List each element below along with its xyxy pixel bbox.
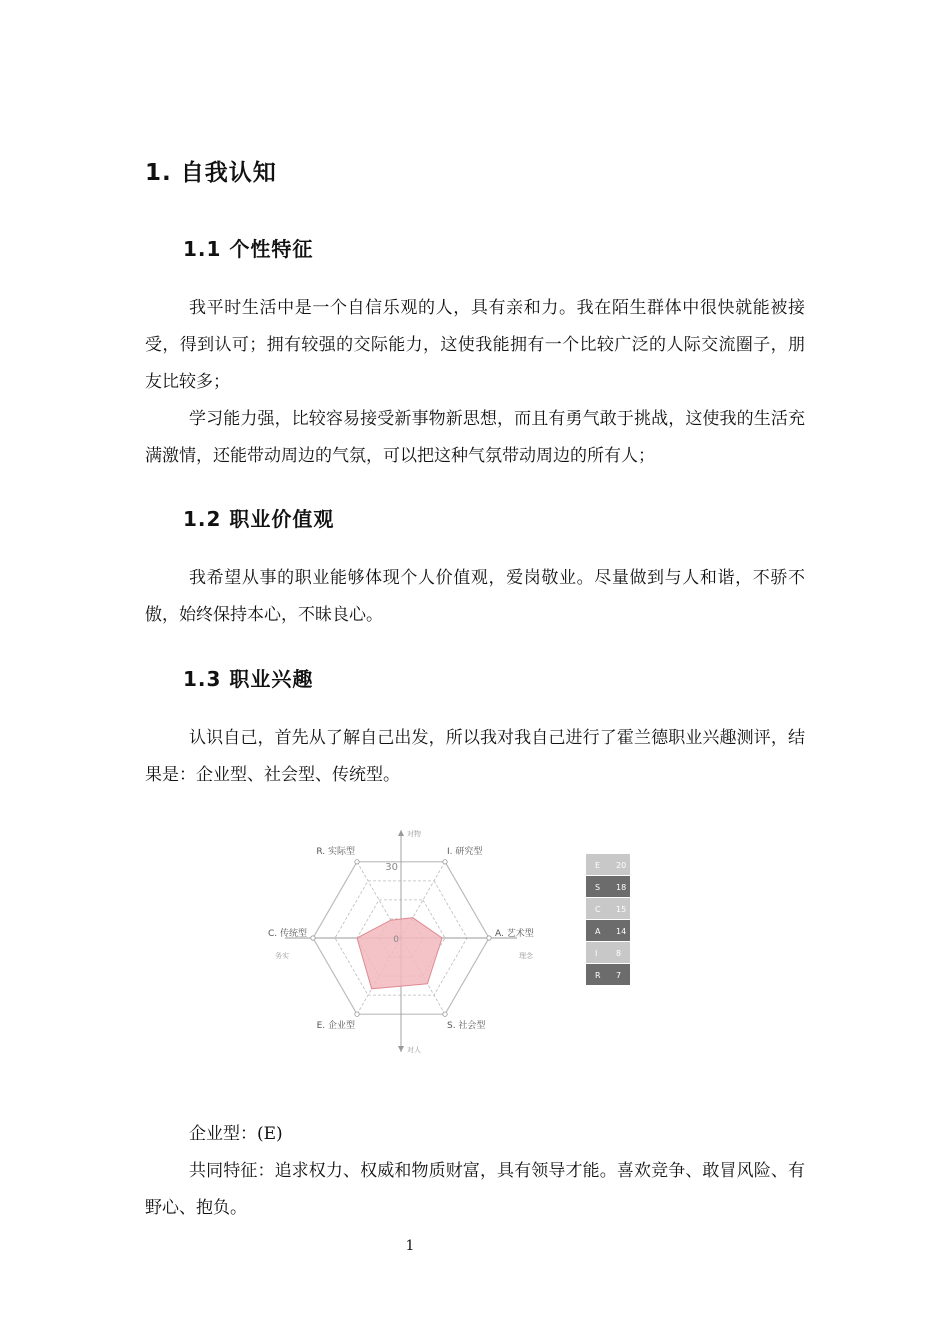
legend-box <box>586 942 630 963</box>
radar-vertex-dot <box>311 936 315 940</box>
radar-data-area <box>357 918 442 989</box>
legend-code: A <box>595 927 601 936</box>
heading-personality: 1.1 个性特征 <box>183 237 314 261</box>
legend-code: C <box>595 905 601 914</box>
axis-end-label-right: 理念 <box>519 952 533 960</box>
legend-score: 20 <box>616 861 627 870</box>
enterprise-type-line: 企业型：(E) <box>189 1124 283 1144</box>
legend-code: R <box>595 971 601 980</box>
legend-score: 15 <box>616 905 627 914</box>
axis-end-label-top: 对物 <box>407 830 421 838</box>
heading-self-awareness: 1. 自我认知 <box>145 160 277 186</box>
legend-code: S <box>595 883 601 892</box>
legend-score: 14 <box>616 927 627 936</box>
radar-axis-label: R. 实际型 <box>316 846 355 857</box>
axis-arrow-bottom <box>398 1046 404 1052</box>
radar-vertex-dot <box>443 860 447 864</box>
axis-end-label-left: 务实 <box>275 952 289 960</box>
radar-vertex-dot <box>355 1012 359 1016</box>
radar-vertex-dot <box>443 1012 447 1016</box>
axis-arrow-top <box>398 830 404 836</box>
legend-score: 18 <box>616 883 627 892</box>
paragraph-personality-1: 我平时生活中是一个自信乐观的人，具有亲和力。我在陌生群体中很快就能被接受，得到认可；拥有较强的交际能力，这使我能拥有一个比较广泛的人际交流圈子，朋友比较多； <box>145 298 805 392</box>
radar-chart-svg <box>250 810 650 1070</box>
paragraph-career-values: 我希望从事的职业能够体现个人价值观，爱岗敬业。尽量做到与人和谐，不骄不傲，始终保持本心，不昧良心。 <box>145 568 805 625</box>
radar-scale-zero-label: 0 <box>393 935 399 945</box>
radar-axis-label: I. 研究型 <box>447 846 483 857</box>
heading-career-interest: 1.3 职业兴趣 <box>183 667 314 691</box>
legend-code: E <box>595 861 601 870</box>
radar-axis-label: A. 艺术型 <box>495 929 534 939</box>
paragraph-personality-2: 学习能力强，比较容易接受新事物新思想，而且有勇气敢于挑战，这使我的生活充满激情，还能带动周边的气氛，可以把这种气氛带动周边的所有人； <box>145 409 805 466</box>
page-number: 1 <box>405 1238 415 1254</box>
legend-score: 8 <box>616 949 622 958</box>
radar-scale-max-label: 30 <box>385 862 398 873</box>
radar-axis-label: S. 社会型 <box>447 1021 486 1032</box>
radar-axis-label: E. 企业型 <box>316 1021 355 1032</box>
heading-career-values: 1.2 职业价值观 <box>183 507 335 531</box>
legend-score: 7 <box>616 971 622 980</box>
paragraph-career-interest: 认识自己，首先从了解自己出发，所以我对我自己进行了霍兰德职业兴趣测评，结果是：企业型、社会型、传统型。 <box>145 728 805 785</box>
axis-end-label-bottom: 对人 <box>407 1046 421 1054</box>
legend-box <box>586 964 630 985</box>
radar-axis-label: C. 传统型 <box>267 929 307 939</box>
radar-vertex-dot <box>487 936 491 940</box>
enterprise-feature-paragraph: 共同特征：追求权力、权威和物质财富，具有领导才能。喜欢竞争、敢冒风险、有野心、抱负。 <box>145 1161 805 1218</box>
holland-radar-chart <box>250 810 650 1070</box>
radar-vertex-dot <box>355 860 359 864</box>
legend-code: I <box>595 949 598 958</box>
